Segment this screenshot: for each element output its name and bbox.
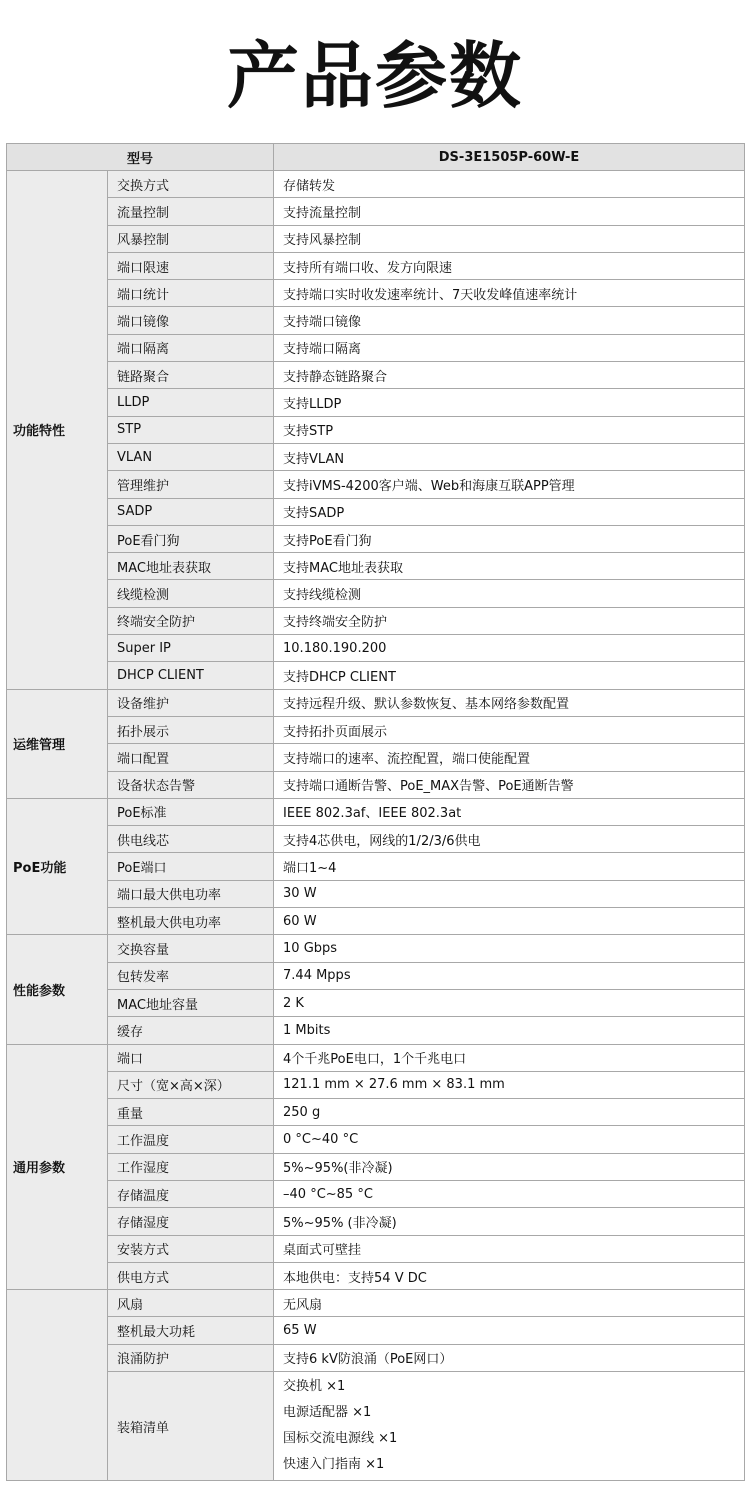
param-value: 支持所有端口收、发方向限速 xyxy=(274,252,745,279)
param-name: 风扇 xyxy=(108,1290,274,1317)
param-value: 支持iVMS-4200客户端、Web和海康互联APP管理 xyxy=(274,471,745,498)
param-name: 缓存 xyxy=(108,1017,274,1044)
param-value: 存储转发 xyxy=(274,171,745,198)
spec-row xyxy=(7,689,745,716)
spec-row xyxy=(7,416,745,443)
param-name: 风暴控制 xyxy=(108,225,274,252)
param-value: 本地供电：支持54 V DC xyxy=(274,1262,745,1289)
param-value: 支持线缆检测 xyxy=(274,580,745,607)
spec-row xyxy=(7,471,745,498)
spec-row xyxy=(7,1262,745,1289)
param-value: 支持MAC地址表获取 xyxy=(274,553,745,580)
param-name: 交换容量 xyxy=(108,935,274,962)
param-name: 拓扑展示 xyxy=(108,716,274,743)
param-value: 支持6 kV防浪涌（PoE网口） xyxy=(274,1344,745,1371)
param-value: 支持风暴控制 xyxy=(274,225,745,252)
param-value: 支持4芯供电，网线的1/2/3/6供电 xyxy=(274,826,745,853)
spec-row xyxy=(7,443,745,470)
param-name: 端口统计 xyxy=(108,280,274,307)
spec-row xyxy=(7,1235,745,1262)
param-value: 支持终端安全防护 xyxy=(274,607,745,634)
spec-row xyxy=(7,389,745,416)
spec-row xyxy=(7,771,745,798)
model-value: DS-3E1505P-60W-E xyxy=(274,144,745,171)
param-name: 安装方式 xyxy=(108,1235,274,1262)
param-value: 4个千兆PoE电口，1个千兆电口 xyxy=(274,1044,745,1071)
spec-row xyxy=(7,962,745,989)
spec-row xyxy=(7,880,745,907)
spec-row xyxy=(7,1180,745,1207)
param-value: 支持STP xyxy=(274,416,745,443)
spec-row xyxy=(7,716,745,743)
spec-row xyxy=(7,635,745,662)
param-name: 供电方式 xyxy=(108,1262,274,1289)
spec-row xyxy=(7,307,745,334)
param-value: 7.44 Mpps xyxy=(274,962,745,989)
param-value: 121.1 mm × 27.6 mm × 83.1 mm xyxy=(274,1071,745,1098)
param-value: 支持VLAN xyxy=(274,443,745,470)
param-value: 250 g xyxy=(274,1099,745,1126)
param-value: 支持PoE看门狗 xyxy=(274,525,745,552)
spec-row xyxy=(7,935,745,962)
param-name: MAC地址容量 xyxy=(108,989,274,1016)
spec-row xyxy=(7,252,745,279)
param-value: 支持拓扑页面展示 xyxy=(274,716,745,743)
param-name: 端口隔离 xyxy=(108,334,274,361)
param-value: –40 °C~85 °C xyxy=(274,1180,745,1207)
spec-row xyxy=(7,1208,745,1235)
spec-row xyxy=(7,280,745,307)
spec-row xyxy=(7,989,745,1016)
param-name: 整机最大功耗 xyxy=(108,1317,274,1344)
param-name: 设备状态告警 xyxy=(108,771,274,798)
spec-row xyxy=(7,607,745,634)
group-label: PoE功能 xyxy=(7,798,108,934)
param-name: 重量 xyxy=(108,1099,274,1126)
param-value: 支持SADP xyxy=(274,498,745,525)
spec-row xyxy=(7,853,745,880)
param-value: 10 Gbps xyxy=(274,935,745,962)
param-name: PoE标准 xyxy=(108,798,274,825)
group-label: 运维管理 xyxy=(7,689,108,798)
spec-row xyxy=(7,1044,745,1071)
param-value: 2 K xyxy=(274,989,745,1016)
spec-row xyxy=(7,1017,745,1044)
packing-item: 电源适配器 ×1 xyxy=(283,1405,372,1421)
param-value: 30 W xyxy=(274,880,745,907)
param-name: LLDP xyxy=(108,389,274,416)
param-name: 浪涌防护 xyxy=(108,1344,274,1371)
spec-row xyxy=(7,1290,745,1317)
param-value: 支持流量控制 xyxy=(274,198,745,225)
param-value: 65 W xyxy=(274,1317,745,1344)
param-name: 存储湿度 xyxy=(108,1208,274,1235)
spec-row xyxy=(7,525,745,552)
spec-row xyxy=(7,662,745,689)
param-value: 端口1~4 xyxy=(274,853,745,880)
param-name: MAC地址表获取 xyxy=(108,553,274,580)
param-value: 支持端口通断告警、PoE_MAX告警、PoE通断告警 xyxy=(274,771,745,798)
param-name: SADP xyxy=(108,498,274,525)
param-name: 装箱清单 xyxy=(108,1372,274,1481)
spec-row xyxy=(7,826,745,853)
param-name: 存储温度 xyxy=(108,1180,274,1207)
param-value: 5%~95% (非冷凝) xyxy=(274,1208,745,1235)
param-name: 端口 xyxy=(108,1044,274,1071)
param-name: 设备维护 xyxy=(108,689,274,716)
param-name: 线缆检测 xyxy=(108,580,274,607)
param-name: 链路聚合 xyxy=(108,362,274,389)
spec-row xyxy=(7,553,745,580)
param-value: 60 W xyxy=(274,908,745,935)
param-value: 无风扇 xyxy=(274,1290,745,1317)
param-name: VLAN xyxy=(108,443,274,470)
page-title: 产品参数 xyxy=(226,34,523,118)
header-row xyxy=(7,144,745,171)
param-name: 端口最大供电功率 xyxy=(108,880,274,907)
spec-row xyxy=(7,1153,745,1180)
param-value: 支持静态链路聚合 xyxy=(274,362,745,389)
spec-row xyxy=(7,498,745,525)
param-value: 1 Mbits xyxy=(274,1017,745,1044)
spec-row xyxy=(7,1344,745,1371)
param-name: 端口镜像 xyxy=(108,307,274,334)
group-label: 通用参数 xyxy=(7,1044,108,1290)
param-name: 端口配置 xyxy=(108,744,274,771)
param-name: 工作湿度 xyxy=(108,1153,274,1180)
param-value: 支持DHCP CLIENT xyxy=(274,662,745,689)
param-name: 交换方式 xyxy=(108,171,274,198)
param-value: 5%~95%(非冷凝) xyxy=(274,1153,745,1180)
param-value: 桌面式可壁挂 xyxy=(274,1235,745,1262)
param-value: 支持端口的速率、流控配置，端口使能配置 xyxy=(274,744,745,771)
param-value: IEEE 802.3af、IEEE 802.3at xyxy=(274,798,745,825)
param-name: 工作温度 xyxy=(108,1126,274,1153)
spec-row xyxy=(7,1317,745,1344)
spec-row xyxy=(7,1071,745,1098)
param-value: 10.180.190.200 xyxy=(274,635,745,662)
param-name: Super IP xyxy=(108,635,274,662)
param-name: 包转发率 xyxy=(108,962,274,989)
spec-row xyxy=(7,744,745,771)
packing-item: 国标交流电源线 ×1 xyxy=(283,1431,398,1447)
spec-row xyxy=(7,908,745,935)
model-label: 型号 xyxy=(7,144,274,171)
spec-row xyxy=(7,171,745,198)
param-name: 整机最大供电功率 xyxy=(108,908,274,935)
packing-list xyxy=(274,1372,745,1481)
spec-row xyxy=(7,580,745,607)
spec-row xyxy=(7,1126,745,1153)
param-name: PoE端口 xyxy=(108,853,274,880)
spec-row xyxy=(7,334,745,361)
param-name: 端口限速 xyxy=(108,252,274,279)
packing-item: 快速入门指南 ×1 xyxy=(283,1457,385,1473)
spec-row xyxy=(7,1099,745,1126)
param-name: 尺寸（宽×高×深） xyxy=(108,1071,274,1098)
param-name: 管理维护 xyxy=(108,471,274,498)
group-label: 性能参数 xyxy=(7,935,108,1044)
param-name: 终端安全防护 xyxy=(108,607,274,634)
spec-row xyxy=(7,198,745,225)
group-label xyxy=(7,1290,108,1481)
spec-row xyxy=(7,798,745,825)
param-value: 支持远程升级、默认参数恢复、基本网络参数配置 xyxy=(274,689,745,716)
spec-row xyxy=(7,362,745,389)
packing-item: 交换机 ×1 xyxy=(283,1379,346,1395)
group-label: 功能特性 xyxy=(7,171,108,690)
param-name: STP xyxy=(108,416,274,443)
spec-table xyxy=(6,143,745,1481)
spec-row xyxy=(7,225,745,252)
param-name: DHCP CLIENT xyxy=(108,662,274,689)
param-name: 供电线芯 xyxy=(108,826,274,853)
param-value: 0 °C~40 °C xyxy=(274,1126,745,1153)
param-value: 支持端口隔离 xyxy=(274,334,745,361)
packing-row xyxy=(7,1372,745,1481)
param-name: PoE看门狗 xyxy=(108,525,274,552)
param-value: 支持LLDP xyxy=(274,389,745,416)
param-value: 支持端口实时收发速率统计、7天收发峰值速率统计 xyxy=(274,280,745,307)
param-value: 支持端口镜像 xyxy=(274,307,745,334)
param-name: 流量控制 xyxy=(108,198,274,225)
